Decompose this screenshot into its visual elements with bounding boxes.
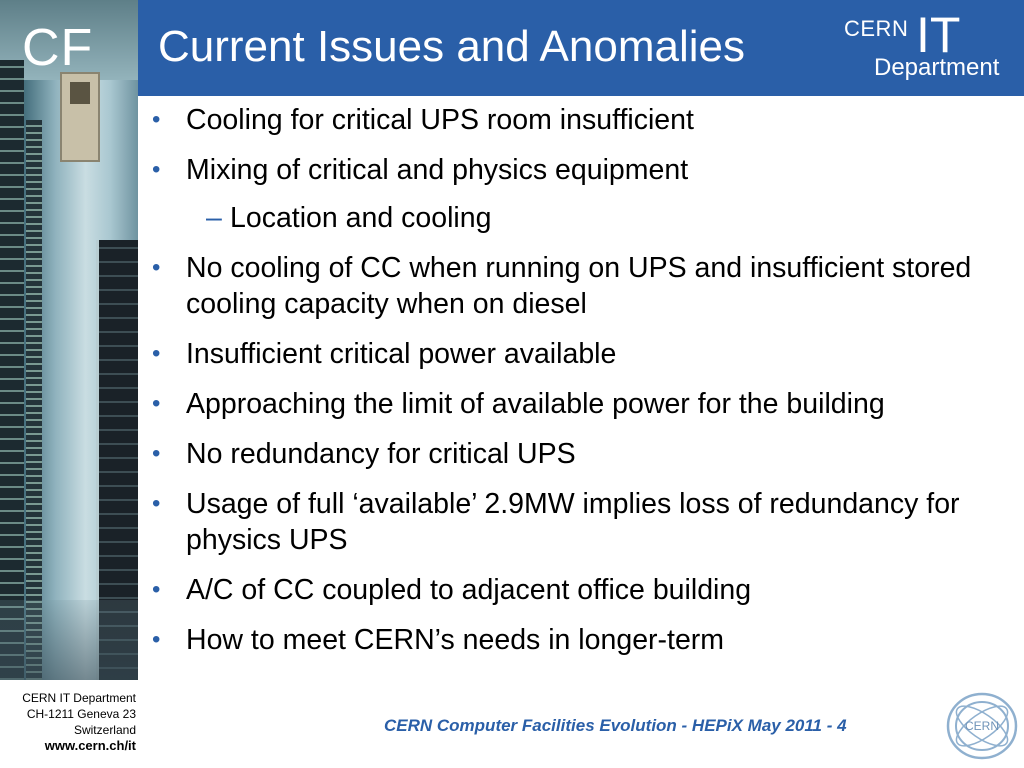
bullet-item — [150, 152, 1010, 188]
cern-it-logo — [816, 7, 1016, 84]
title-bar — [138, 0, 1024, 96]
footer-url: www.cern.ch/it — [44, 738, 136, 753]
bullet-dot-icon: • — [152, 576, 161, 603]
bullet-dot-icon: • — [152, 106, 161, 133]
logo-cern: CERN — [844, 16, 909, 41]
photo-rack-left — [0, 60, 24, 680]
address-line: Switzerland — [73, 723, 136, 737]
bullet-dot-icon: • — [152, 340, 161, 367]
bullet-text: Usage of full ‘available’ 2.9MW implies loss of redundancy for physics UPS — [186, 488, 960, 556]
bullet-text: How to meet CERN’s needs in longer-term — [186, 624, 725, 656]
bullet-text: Approaching the limit of available power for the building — [186, 388, 885, 420]
bullet-item — [150, 486, 1010, 558]
photo-rack-left-2 — [26, 120, 42, 680]
bullet-item — [150, 386, 1010, 422]
bullet-text: Cooling for critical UPS room insufficient — [186, 104, 694, 136]
sub-bullet-item — [150, 200, 1010, 236]
bullet-dot-icon: • — [152, 390, 161, 417]
slide-title: Current Issues and Anomalies — [158, 22, 745, 71]
logo-it: IT — [916, 7, 961, 63]
photo-floor — [0, 600, 138, 680]
footer-address — [0, 690, 136, 754]
cern-seal-icon — [944, 688, 1020, 764]
bullet-dot-icon: • — [152, 254, 161, 281]
bullet-dot-icon: • — [152, 626, 161, 653]
bullet-item — [150, 622, 1010, 658]
bullet-item — [150, 336, 1010, 372]
server-room-photo — [0, 0, 138, 680]
bullet-dot-icon: • — [152, 440, 161, 467]
bullet-dot-icon: • — [152, 490, 161, 517]
address-line: CH-1211 Geneva 23 — [26, 707, 136, 721]
slide-content — [150, 102, 1010, 672]
dash-icon: – — [206, 202, 222, 234]
bullet-dot-icon: • — [152, 156, 161, 183]
bullet-list — [150, 102, 1010, 658]
bullet-item — [150, 250, 1010, 322]
footer-caption: CERN Computer Facilities Evolution - HEPiX May 2011 - 4 — [384, 716, 847, 735]
bullet-text: Mixing of critical and physics equipment — [186, 154, 689, 186]
sub-bullet-text: Location and cooling — [230, 202, 492, 234]
bullet-text: No cooling of CC when running on UPS and insufficient stored cooling capacity when on diesel — [186, 252, 972, 320]
bullet-text: Insufficient critical power available — [186, 338, 617, 370]
photo-door — [60, 72, 100, 162]
bullet-text: A/C of CC coupled to adjacent office building — [186, 574, 752, 606]
logo-department: Department — [874, 54, 1000, 81]
section-label: CF — [22, 19, 94, 77]
bullet-item — [150, 102, 1010, 138]
bullet-item — [150, 436, 1010, 472]
seal-text: CERN — [964, 719, 1000, 733]
bullet-item — [150, 572, 1010, 608]
bullet-text: No redundancy for critical UPS — [186, 438, 576, 470]
address-line: CERN IT Department — [22, 691, 136, 705]
